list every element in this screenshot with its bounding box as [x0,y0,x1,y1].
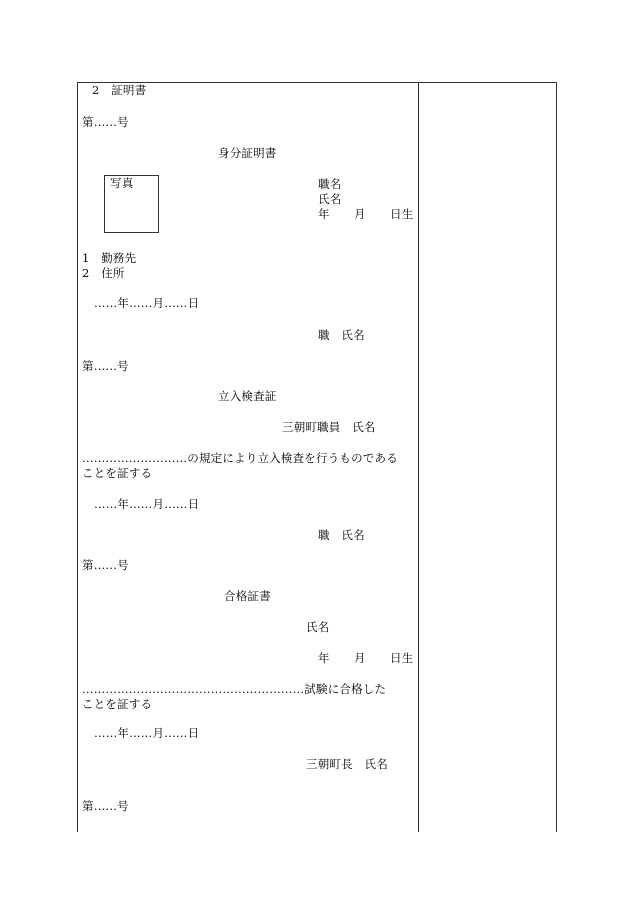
photo-label: 写真 [110,176,134,190]
inspection-cert-holder: 三朝町職員 氏名 [282,420,376,434]
pass-cert-body-line2: ことを証する [82,697,153,711]
id-cert-number: 第……号 [82,115,129,129]
section-heading: 2 証明書 [92,83,147,97]
id-cert-birth-month: 月 [354,207,366,221]
next-cert-number: 第……号 [82,799,129,813]
id-cert-birth-day: 日生 [390,207,414,221]
pass-cert-date: ……年……月……日 [94,726,200,740]
id-cert-item-workplace: 1 勤務先 [82,251,137,265]
id-cert-post-label: 職名 [318,177,342,191]
column-divider [418,82,419,832]
pass-cert-title: 合格証書 [224,589,271,603]
pass-cert-birth-year: 年 [318,651,330,665]
pass-cert-number: 第……号 [82,558,129,572]
pass-cert-signer: 三朝町長 氏名 [306,757,388,771]
pass-cert-name-label: 氏名 [306,620,330,634]
inspection-cert-date: ……年……月……日 [94,497,200,511]
inspection-cert-number: 第……号 [82,359,129,373]
pass-cert-body-line1: …………………………………………………試験に合格した [82,682,387,696]
id-cert-birth-year: 年 [318,207,330,221]
pass-cert-birth-day: 日生 [390,651,414,665]
id-cert-title: 身分証明書 [218,146,277,160]
inspection-cert-body-line2: ことを証する [82,466,153,480]
id-cert-date: ……年……月……日 [94,296,200,310]
inspection-cert-title: 立入検査証 [218,389,277,403]
inspection-cert-signer: 職 氏名 [318,528,365,542]
inspection-cert-body-line1: ………………………の規定により立入検査を行うものである [82,451,398,465]
pass-cert-birth-month: 月 [354,651,366,665]
id-cert-name-label: 氏名 [318,192,342,206]
id-cert-signer: 職 氏名 [318,328,365,342]
id-cert-item-address: 2 住所 [82,266,125,280]
